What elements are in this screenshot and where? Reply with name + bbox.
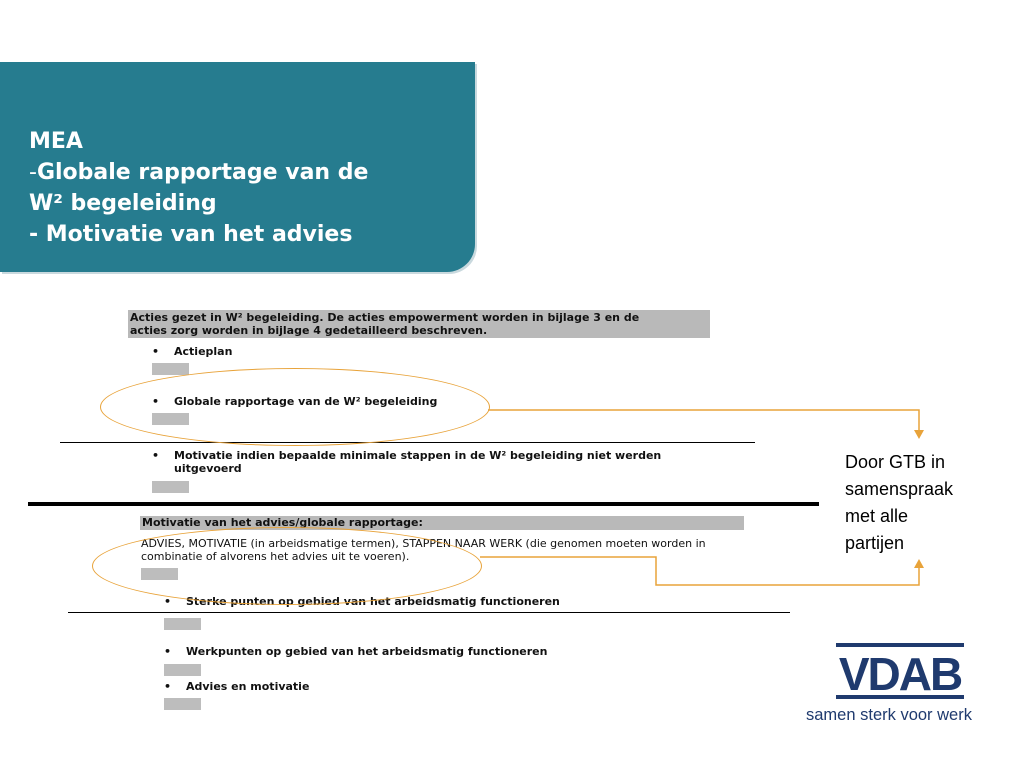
title-line-1: MEA xyxy=(29,129,83,154)
doc-bottom-body-line-1: ADVIES, MOTIVATIE (in arbeidsmatige termen), STAPPEN NAAR WERK (die genomen moeten worden in xyxy=(141,537,706,550)
connector-arrow-bottom xyxy=(480,557,919,585)
bullet-marker: • xyxy=(152,395,160,408)
bullet-marker: • xyxy=(152,345,160,358)
bullet-text: Advies en motivatie xyxy=(186,680,310,693)
vdab-logo-mark xyxy=(836,643,964,701)
connector-arrow-top xyxy=(488,410,919,431)
bullet-text: Motivatie indien bepaalde minimale stappen in de W² begeleiding niet werden xyxy=(174,449,662,462)
doc-bottom-body-line-2: combinatie of alvorens het advies uit te voeren). xyxy=(141,550,410,563)
bullet-text-continued: uitgevoerd xyxy=(174,462,242,475)
side-note xyxy=(845,449,995,557)
side-note-line-2: samenspraak xyxy=(845,479,954,499)
arrowhead-up-icon xyxy=(914,559,924,568)
bullet-marker: • xyxy=(152,449,160,462)
title-line-3: W² begeleiding xyxy=(29,191,217,216)
vdab-tagline: samen sterk voor werk xyxy=(806,706,972,724)
title-line-2-text: Globale rapportage van de xyxy=(36,160,369,185)
vdab-wordmark: VDAB xyxy=(838,648,962,700)
bullet-marker: • xyxy=(164,645,172,658)
doc-top-header-line-2: acties zorg worden in bijlage 4 gedetailleerd beschreven. xyxy=(130,324,488,337)
bullet-text: Sterke punten op gebied van het arbeidsmatig functioneren xyxy=(186,595,560,608)
bullet-marker: • xyxy=(164,595,172,608)
arrowhead-down-icon xyxy=(914,430,924,439)
bullet-text: Werkpunten op gebied van het arbeidsmatig functioneren xyxy=(186,645,548,658)
title-line-2-prefix: - xyxy=(29,160,37,185)
title-line-4: - Motivatie van het advies xyxy=(29,222,353,247)
side-note-line-3: met alle xyxy=(845,506,909,526)
vdab-logo xyxy=(836,643,964,705)
side-note-line-4: partijen xyxy=(845,533,905,553)
bullet-marker: • xyxy=(164,680,172,693)
bullet-text: Actieplan xyxy=(174,345,233,358)
side-note-line-1: Door GTB in xyxy=(845,452,946,472)
bullet-text: Globale rapportage van de W² begeleiding xyxy=(174,395,438,408)
doc-top-header-line-1: Acties gezet in W² begeleiding. De acties empowerment worden in bijlage 3 en de xyxy=(130,311,640,324)
doc-bottom-header-text: Motivatie van het advies/globale rapportage: xyxy=(142,516,423,529)
